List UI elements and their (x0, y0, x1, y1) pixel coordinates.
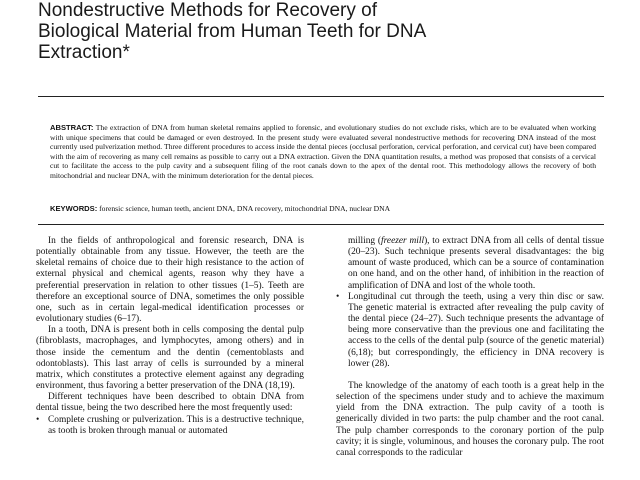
divider-bottom (38, 224, 604, 225)
paragraph: In the fields of anthropological and forensic research, DNA is potentially obtainable from any tissue. However, the teeth are the skeletal remains of choice due to their high resistance to the action of external physical and chemical agents, reason why they have a preferential preservation in relation to other tissues (1–5). Teeth are therefore an exceptional source of DNA, sometimes the only possible one, such as in certain legal-medical identification processes or evolutionary studies (6–17). (36, 236, 304, 325)
method-list-continued (336, 236, 604, 370)
list-item: • Complete crushing or pulverization. This is a destructive technique, as tooth is broken through manual or automated (36, 415, 304, 437)
keywords-label: KEYWORDS: (50, 204, 98, 213)
title-line-3: Extraction* (38, 42, 130, 63)
article-title (38, 0, 618, 63)
title-line-1: Nondestructive Methods for Recovery of (38, 0, 377, 21)
list-item-continued: milling (freezer mill), to extract DNA from all cells of dental tissue (20–23). Such technique presents several disadvantages: the big amount of waste produced, which can be a source of contamination on one hand, and on the other hand, of inhibition in the reaction of amplification of DNA and lost of the whole tooth. (348, 236, 604, 291)
paragraph: Different techniques have been described to obtain DNA from dental tissue, being the two described here the most frequently used: (36, 392, 304, 414)
abstract (50, 123, 596, 181)
body-column-left (36, 236, 304, 437)
emphasis: freezer mill (381, 236, 425, 246)
list-item: • Longitudinal cut through the teeth, using a very thin disc or saw. The genetic material is extracted after revealing the pulp cavity of the dental piece (24–27). Such technique presents the advantage of being more conservative than the previous one and facilitating the access to the cells of the dental pulp (source of the genetic material) (6,18); but correspondingly, the efficiency in DNA recovery is lower (28). (336, 292, 604, 370)
title-line-2: Biological Material from Human Teeth for DNA (38, 21, 427, 42)
abstract-text: The extraction of DNA from human skeletal remains applied to forensic, and evolutionary studies do not exclude risks, which are to be evaluated when working with unique specimens that could be damaged or even destroyed. In the present study were evaluated several nondestructive methods for recovering DNA instead of the most currently used pulverization method. Three different procedures to access inside the dental pieces (occlusal perforation, cervical perforation, and cervical cut) have been compared with the aim of recovering as many cell remains as possible to carry out a DNA extraction. Given the DNA quantitation results, a method was proposed that consists of a cervical cut to facilitate the access to the pulp cavity and a subsequent filing of the root canals down to the apex of the dental root. This methodology allows the recovery of both mitochondrial and nuclear DNA, with the minimum deterioration for the dental pieces. (50, 123, 596, 180)
body-column-right (336, 236, 604, 459)
keywords-text: forensic science, human teeth, ancient DNA, DNA recovery, mitochondrial DNA, nuclear DNA (97, 204, 391, 213)
keywords (50, 204, 596, 214)
paragraph: The knowledge of the anatomy of each tooth is a great help in the selection of the specimens under study and to achieve the maximum yield from the DNA extraction. The pulp cavity of a tooth is generically divided in two parts: the pulp chamber and the root canal. The pulp chamber corresponds to the coronary portion of the pulp cavity; it is single, voluminous, and houses the coronary pulp. The root canal corresponds to the radicular (336, 380, 604, 458)
method-list (36, 415, 304, 437)
paragraph: In a tooth, DNA is present both in cells composing the dental pulp (fibroblasts, macrophages, and lymphocytes, among others) and in those inside the cementum and the dentin (cementoblasts and odontoblasts). This last array of cells is surrounded by a mineral matrix, which constitutes a protective element against any degrading environment, thus favoring a better preservation of the DNA (18,19). (36, 325, 304, 392)
divider-top (38, 96, 604, 97)
abstract-label: ABSTRACT: (50, 123, 94, 132)
